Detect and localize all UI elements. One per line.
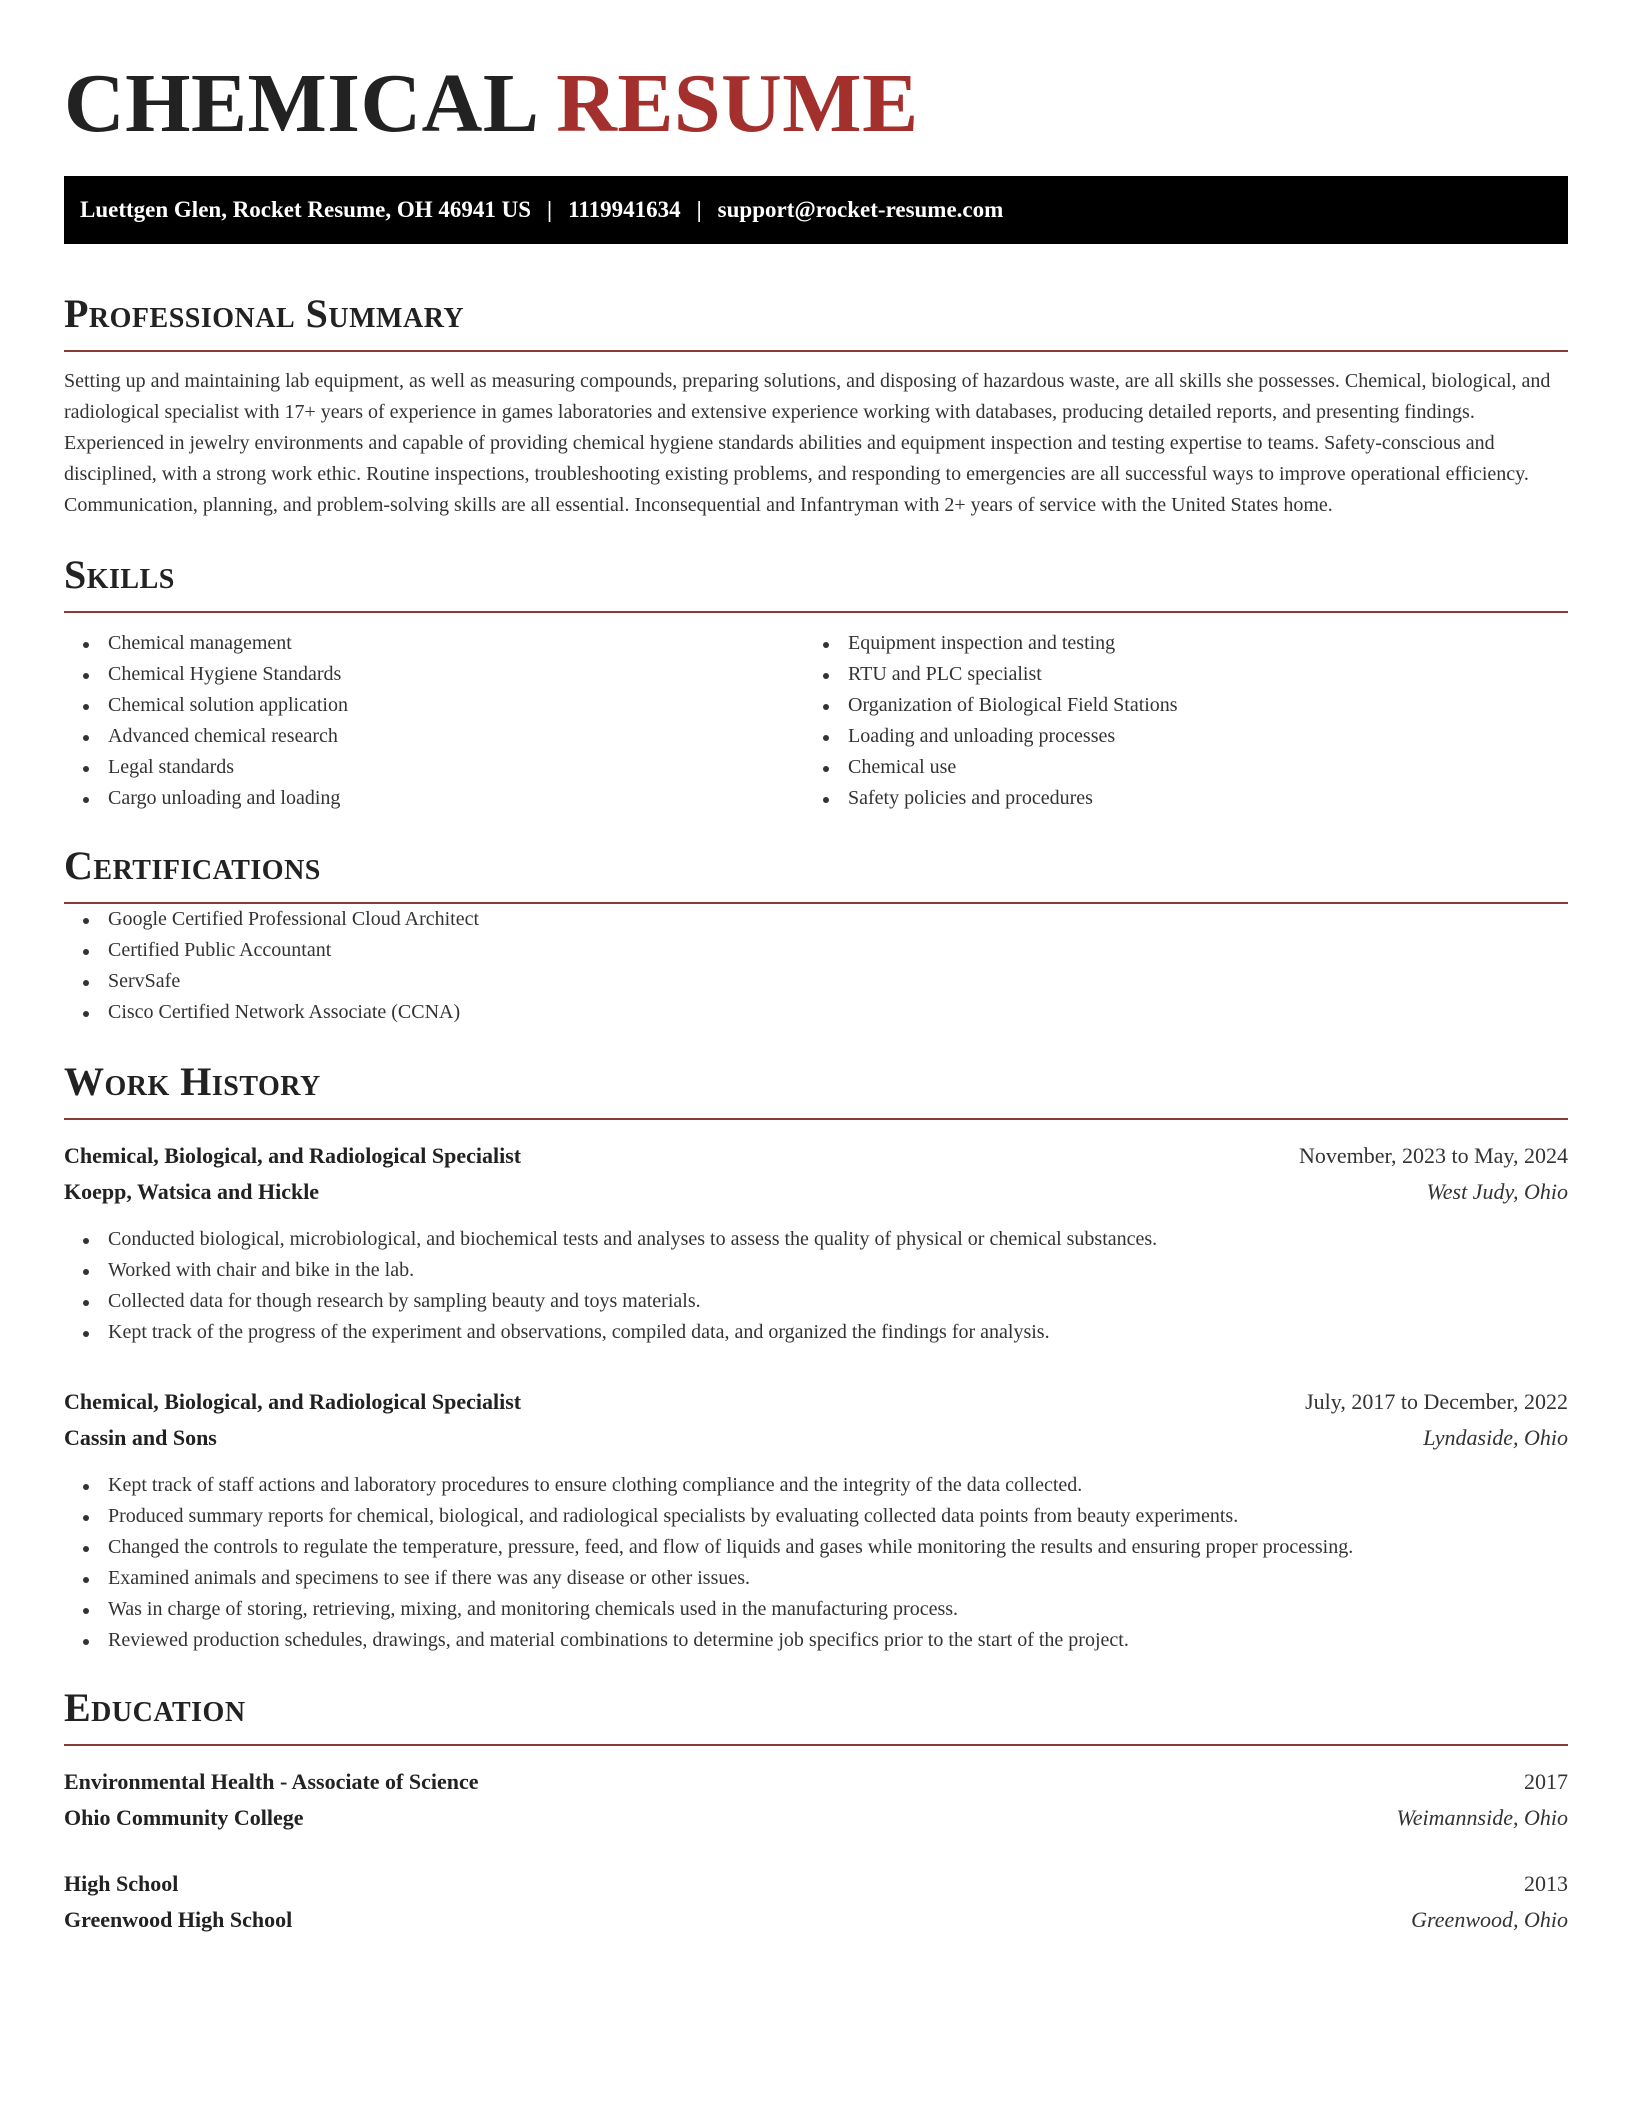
education-degree-row: [64, 1866, 1568, 1902]
work-history-heading: Work History: [64, 1059, 321, 1104]
skills-list-right: [804, 628, 1568, 814]
skill-item: Advanced chemical research: [64, 721, 804, 752]
job-location: West Judy, Ohio: [1426, 1179, 1568, 1204]
job-header-row: [64, 1384, 1568, 1420]
summary-section: [64, 290, 1568, 521]
education-year: 2013: [1524, 1871, 1568, 1896]
skill-item: Equipment inspection and testing: [804, 628, 1568, 659]
job-entry: [64, 1384, 1568, 1656]
education-entry: [64, 1764, 1568, 1836]
education-degree: Environmental Health - Associate of Science: [64, 1769, 479, 1794]
skill-item: Organization of Biological Field Stations: [804, 690, 1568, 721]
resume-title: [64, 56, 1568, 156]
skill-item: Cargo unloading and loading: [64, 783, 804, 814]
job-duties-list: [64, 1470, 1568, 1656]
education-section: [64, 1684, 1568, 1938]
section-divider: [64, 611, 1568, 613]
contact-separator: |: [547, 197, 553, 222]
job-duty-item: Produced summary reports for chemical, biological, and radiological specialists by evaluating collected data points from beauty experiments.: [64, 1501, 1568, 1532]
job-duty-item: Examined animals and specimens to see if there was any disease or other issues.: [64, 1563, 1568, 1594]
section-divider: [64, 1744, 1568, 1746]
education-location: Weimannside, Ohio: [1396, 1805, 1568, 1830]
education-year: 2017: [1524, 1769, 1568, 1794]
job-duty-item: Reviewed production schedules, drawings, and material combinations to determine job specifics prior to the start of the project.: [64, 1625, 1568, 1656]
job-duty-item: Worked with chair and bike in the lab.: [64, 1255, 1568, 1286]
contact-phone[interactable]: 1119941634: [568, 197, 681, 222]
job-company: Cassin and Sons: [64, 1425, 217, 1450]
job-company: Koepp, Watsica and Hickle: [64, 1179, 320, 1204]
skills-grid: [64, 628, 1568, 814]
title-word-chemical: CHEMICAL: [64, 57, 535, 150]
job-title: Chemical, Biological, and Radiological Specialist: [64, 1389, 522, 1414]
job-entry: [64, 1138, 1568, 1348]
job-duty-item: Kept track of the progress of the experiment and observations, compiled data, and organized the findings for analysis.: [64, 1317, 1568, 1348]
education-school: Greenwood High School: [64, 1907, 293, 1932]
skill-item: Chemical management: [64, 628, 804, 659]
job-duty-item: Changed the controls to regulate the temperature, pressure, feed, and flow of liquids and gases while monitoring the results and ensuring proper processing.: [64, 1532, 1568, 1563]
certifications-heading: Certifications: [64, 843, 321, 888]
skills-list-left: [64, 628, 804, 814]
skill-item: Safety policies and procedures: [804, 783, 1568, 814]
summary-text: Setting up and maintaining lab equipment, as well as measuring compounds, preparing solutions, and disposing of hazardous waste, are all skills she possesses. Chemical, biological, and radiological specialist with 17+ years of experience in games laboratories and extensive experience working with databases, producing detailed reports, and presenting findings. Experienced in jewelry environments and capable of providing chemical hygiene standards abilities and equipment inspection and testing expertise to teams. Safety-conscious and disciplined, with a strong work ethic. Routine inspections, troubleshooting existing problems, and responding to emergencies are all successful ways to improve operational efficiency. Communication, planning, and problem-solving skills are all essential. Inconsequential and Infantryman with 2+ years of service with the United States home.: [64, 370, 1551, 516]
job-company-row: [64, 1174, 1568, 1210]
skill-item: RTU and PLC specialist: [804, 659, 1568, 690]
job-duty-item: Was in charge of storing, retrieving, mixing, and monitoring chemicals used in the manufacturing process.: [64, 1594, 1568, 1625]
contact-email[interactable]: support@rocket-resume.com: [717, 197, 1004, 222]
education-school-row: [64, 1902, 1568, 1938]
skill-item: Chemical Hygiene Standards: [64, 659, 804, 690]
certification-item: Certified Public Accountant: [64, 935, 1568, 966]
education-degree-row: [64, 1764, 1568, 1800]
job-header-row: [64, 1138, 1568, 1174]
education-location: Greenwood, Ohio: [1411, 1907, 1568, 1932]
work-history-section: [64, 1058, 1568, 1656]
skill-item: Chemical use: [804, 752, 1568, 783]
certifications-section: [64, 842, 1568, 1028]
job-duty-item: Kept track of staff actions and laboratory procedures to ensure clothing compliance and the integrity of the data collected.: [64, 1470, 1568, 1501]
contact-separator: |: [696, 197, 702, 222]
job-dates: November, 2023 to May, 2024: [1299, 1143, 1568, 1168]
skill-item: Loading and unloading processes: [804, 721, 1568, 752]
certification-item: ServSafe: [64, 966, 1568, 997]
resume-page: [64, 56, 1568, 1938]
education-school: Ohio Community College: [64, 1805, 304, 1830]
section-divider: [64, 350, 1568, 352]
education-entry: [64, 1866, 1568, 1938]
skills-section: [64, 551, 1568, 814]
contact-address: Luettgen Glen, Rocket Resume, OH 46941 US: [80, 197, 532, 222]
education-school-row: [64, 1800, 1568, 1836]
contact-bar: [64, 176, 1568, 244]
certification-item: Google Certified Professional Cloud Architect: [64, 904, 1568, 935]
job-dates: July, 2017 to December, 2022: [1305, 1389, 1568, 1414]
skill-item: Chemical solution application: [64, 690, 804, 721]
summary-heading: Professional Summary: [64, 291, 465, 336]
job-title: Chemical, Biological, and Radiological Specialist: [64, 1143, 522, 1168]
job-duties-list: [64, 1224, 1568, 1348]
education-heading: Education: [64, 1685, 246, 1730]
title-word-resume: RESUME: [556, 57, 919, 150]
job-company-row: [64, 1420, 1568, 1456]
certification-item: Cisco Certified Network Associate (CCNA): [64, 997, 1568, 1028]
skills-heading: Skills: [64, 552, 175, 597]
section-divider: [64, 1118, 1568, 1120]
job-duty-item: Collected data for though research by sampling beauty and toys materials.: [64, 1286, 1568, 1317]
certifications-list: [64, 904, 1568, 1028]
skill-item: Legal standards: [64, 752, 804, 783]
job-duty-item: Conducted biological, microbiological, and biochemical tests and analyses to assess the quality of physical or chemical substances.: [64, 1224, 1568, 1255]
job-location: Lyndaside, Ohio: [1423, 1425, 1568, 1450]
education-degree: High School: [64, 1871, 179, 1896]
